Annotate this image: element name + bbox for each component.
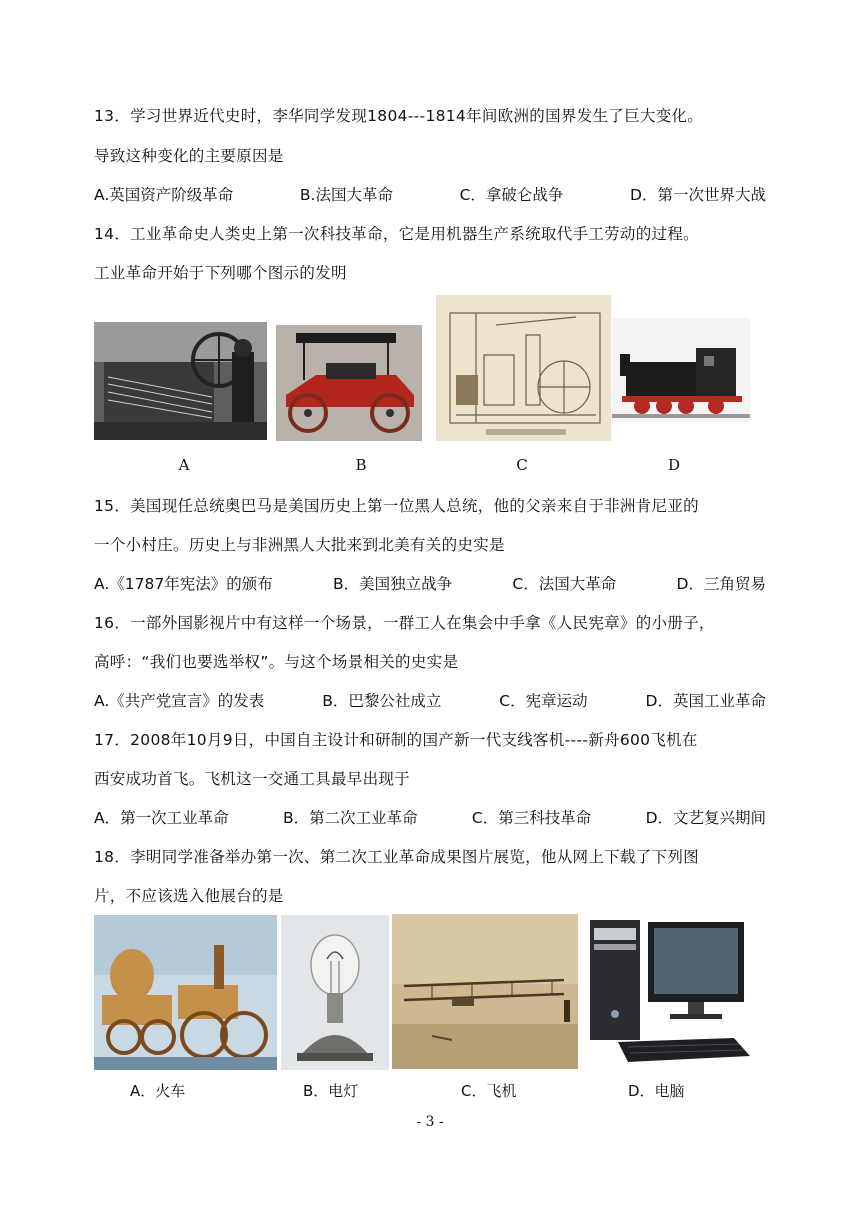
- q13-options: [94, 183, 766, 205]
- locomotive-model-photo: [612, 318, 750, 422]
- q16-option-a: A.《共产党宣言》的发表: [94, 692, 265, 710]
- q18-caption-d: D．电脑: [628, 1082, 685, 1100]
- q17-option-a: A．第一次工业革命: [94, 809, 229, 827]
- q16-option-c: C．宪章运动: [499, 692, 588, 710]
- q17-stem-line2: 西安成功首飞。飞机这一交通工具最早出现于: [94, 770, 411, 788]
- q14-caption-a: A: [178, 456, 190, 474]
- q15-option-a: A.《1787年宪法》的颁布: [94, 575, 273, 593]
- q16-option-d: D．英国工业革命: [645, 692, 766, 710]
- q14-caption-d: D: [667, 456, 681, 474]
- q13-option-d: D．第一次世界大战: [630, 186, 766, 204]
- q18-caption-c: C．飞机: [461, 1082, 517, 1100]
- q16-option-b: B．巴黎公社成立: [322, 692, 442, 710]
- q14-caption-c: C: [516, 456, 528, 474]
- desktop-computer-photo: [584, 914, 758, 1070]
- q15-option-c: C．法国大革命: [512, 575, 617, 593]
- vintage-car-photo: [276, 325, 422, 441]
- q14-caption-b: B: [355, 456, 367, 474]
- page-number: - 3 -: [416, 1114, 444, 1130]
- q15-stem-line1: 15．美国现任总统奥巴马是美国历史上第一位黑人总统，他的父亲来自于非洲肯尼亚的: [94, 497, 699, 515]
- q15-stem-line2: 一个小村庄。历史上与非洲黑人大批来到北美有关的史实是: [94, 536, 505, 554]
- q18-stem-line2: 片，不应该选入他展台的是: [94, 887, 284, 905]
- q16-options: [94, 689, 766, 711]
- q18-stem-line1: 18．李明同学准备举办第一次、第二次工业革命成果图片展览，他从网上下载了下列图: [94, 848, 699, 866]
- q14-stem-line2: 工业革命开始于下列哪个图示的发明: [94, 264, 347, 282]
- light-bulb-photo: [281, 915, 389, 1070]
- q14-stem-line1: 14．工业革命史人类史上第一次科技革命，它是用机器生产系统取代手工劳动的过程。: [94, 225, 699, 243]
- q13-stem-line2: 导致这种变化的主要原因是: [94, 147, 284, 165]
- q13-option-a: A.英国资产阶级革命: [94, 186, 234, 204]
- spinning-jenny-photo: [94, 322, 267, 440]
- q16-stem-line1: 16．一部外国影视片中有这样一个场景，一群工人在集会中手拿《人民宪章》的小册子，: [94, 614, 715, 632]
- q16-stem-line2: 高呼：“我们也要选举权”。与这个场景相关的史实是: [94, 653, 459, 671]
- q18-caption-b: B．电灯: [303, 1082, 359, 1100]
- q15-option-d: D．三角贸易: [676, 575, 766, 593]
- early-airplane-photo: [392, 914, 578, 1069]
- q13-option-c: C．拿破仑战争: [459, 186, 564, 204]
- q18-caption-a: A．火车: [130, 1082, 186, 1100]
- q17-option-b: B．第二次工业革命: [282, 809, 418, 827]
- q17-stem-line1: 17．2008年10月9日，中国自主设计和研制的国产新一代支线客机----新舟600飞机在: [94, 731, 698, 749]
- q17-options: [94, 806, 766, 828]
- q15-options: [94, 572, 766, 594]
- q17-option-d: D．文艺复兴期间: [645, 809, 766, 827]
- steam-engine-drawing: [436, 295, 611, 441]
- q15-option-b: B．美国独立战争: [333, 575, 453, 593]
- q17-option-c: C．第三科技革命: [471, 809, 592, 827]
- q13-stem-line1: 13．学习世界近代史时，李华同学发现1804---1814年间欧洲的国界发生了巨大变化。: [94, 107, 704, 125]
- q13-option-b: B.法国大革命: [299, 186, 393, 204]
- early-locomotive-photo: [94, 915, 277, 1070]
